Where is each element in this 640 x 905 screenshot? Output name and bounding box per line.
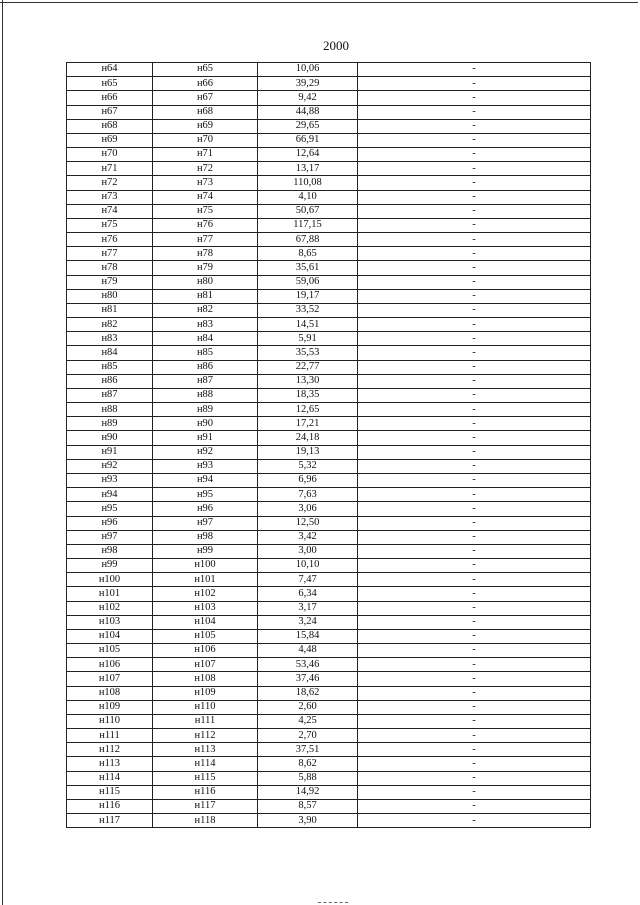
from-point-cell: н74 xyxy=(67,204,153,218)
table-row xyxy=(67,714,591,728)
to-point-cell: н89 xyxy=(153,403,258,417)
left-border-line xyxy=(2,0,3,905)
table-body xyxy=(67,63,591,828)
from-point-cell: н73 xyxy=(67,190,153,204)
table-row xyxy=(67,176,591,190)
note-cell: - xyxy=(358,360,591,374)
note-cell: - xyxy=(358,473,591,487)
to-point-cell: н112 xyxy=(153,729,258,743)
length-cell: 44,88 xyxy=(258,105,358,119)
table-row xyxy=(67,133,591,147)
table-row xyxy=(67,374,591,388)
table-row xyxy=(67,119,591,133)
to-point-cell: н92 xyxy=(153,445,258,459)
length-cell: 35,53 xyxy=(258,346,358,360)
note-cell: - xyxy=(358,388,591,402)
length-cell: 12,64 xyxy=(258,148,358,162)
from-point-cell: н93 xyxy=(67,473,153,487)
note-cell: - xyxy=(358,714,591,728)
table-row xyxy=(67,672,591,686)
note-cell: - xyxy=(358,332,591,346)
to-point-cell: н101 xyxy=(153,573,258,587)
from-point-cell: н92 xyxy=(67,459,153,473)
length-cell: 18,62 xyxy=(258,686,358,700)
length-cell: 4,25 xyxy=(258,714,358,728)
to-point-cell: н74 xyxy=(153,190,258,204)
to-point-cell: н108 xyxy=(153,672,258,686)
from-point-cell: н114 xyxy=(67,771,153,785)
to-point-cell: н95 xyxy=(153,488,258,502)
to-point-cell: н81 xyxy=(153,289,258,303)
to-point-cell: н83 xyxy=(153,318,258,332)
to-point-cell: н99 xyxy=(153,544,258,558)
note-cell: - xyxy=(358,502,591,516)
note-cell: - xyxy=(358,700,591,714)
length-cell: 7,63 xyxy=(258,488,358,502)
to-point-cell: н70 xyxy=(153,133,258,147)
length-cell: 4,10 xyxy=(258,190,358,204)
to-point-cell: н116 xyxy=(153,785,258,799)
from-point-cell: н70 xyxy=(67,148,153,162)
to-point-cell: н79 xyxy=(153,261,258,275)
note-cell: - xyxy=(358,176,591,190)
from-point-cell: н65 xyxy=(67,77,153,91)
from-point-cell: н79 xyxy=(67,275,153,289)
table-row xyxy=(67,814,591,828)
from-point-cell: н84 xyxy=(67,346,153,360)
note-cell: - xyxy=(358,190,591,204)
table-row xyxy=(67,587,591,601)
from-point-cell: н95 xyxy=(67,502,153,516)
to-point-cell: н104 xyxy=(153,615,258,629)
note-cell: - xyxy=(358,289,591,303)
length-cell: 19,13 xyxy=(258,445,358,459)
length-cell: 7,47 xyxy=(258,573,358,587)
to-point-cell: н88 xyxy=(153,388,258,402)
table-row xyxy=(67,445,591,459)
note-cell: - xyxy=(358,601,591,615)
note-cell: - xyxy=(358,757,591,771)
length-cell: 5,88 xyxy=(258,771,358,785)
table-row xyxy=(67,785,591,799)
note-cell: - xyxy=(358,77,591,91)
to-point-cell: н77 xyxy=(153,233,258,247)
note-cell: - xyxy=(358,105,591,119)
to-point-cell: н117 xyxy=(153,799,258,813)
to-point-cell: н67 xyxy=(153,91,258,105)
length-cell: 39,29 xyxy=(258,77,358,91)
coordinates-table xyxy=(66,62,591,828)
note-cell: - xyxy=(358,247,591,261)
length-cell: 13,30 xyxy=(258,374,358,388)
length-cell: 10,10 xyxy=(258,559,358,573)
top-border-line xyxy=(0,2,638,3)
from-point-cell: н104 xyxy=(67,629,153,643)
length-cell: 29,65 xyxy=(258,119,358,133)
to-point-cell: н103 xyxy=(153,601,258,615)
to-point-cell: н73 xyxy=(153,176,258,190)
to-point-cell: н96 xyxy=(153,502,258,516)
note-cell: - xyxy=(358,587,591,601)
from-point-cell: н117 xyxy=(67,814,153,828)
table-row xyxy=(67,303,591,317)
table-row xyxy=(67,204,591,218)
note-cell: - xyxy=(358,346,591,360)
to-point-cell: н75 xyxy=(153,204,258,218)
length-cell: 3,06 xyxy=(258,502,358,516)
from-point-cell: н71 xyxy=(67,162,153,176)
length-cell: 4,48 xyxy=(258,644,358,658)
table-row xyxy=(67,743,591,757)
length-cell: 5,91 xyxy=(258,332,358,346)
length-cell: 9,42 xyxy=(258,91,358,105)
to-point-cell: н87 xyxy=(153,374,258,388)
table-row xyxy=(67,658,591,672)
from-point-cell: н105 xyxy=(67,644,153,658)
table-row xyxy=(67,629,591,643)
from-point-cell: н103 xyxy=(67,615,153,629)
length-cell: 37,51 xyxy=(258,743,358,757)
note-cell: - xyxy=(358,403,591,417)
note-cell: - xyxy=(358,743,591,757)
table-row xyxy=(67,757,591,771)
page-number: 2000 xyxy=(323,38,349,53)
table-row xyxy=(67,516,591,530)
table-row xyxy=(67,289,591,303)
from-point-cell: н102 xyxy=(67,601,153,615)
table-row xyxy=(67,346,591,360)
note-cell: - xyxy=(358,445,591,459)
note-cell: - xyxy=(358,644,591,658)
length-cell: 50,67 xyxy=(258,204,358,218)
length-cell: 2,70 xyxy=(258,729,358,743)
from-point-cell: н107 xyxy=(67,672,153,686)
to-point-cell: н110 xyxy=(153,700,258,714)
length-cell: 13,17 xyxy=(258,162,358,176)
length-cell: 6,34 xyxy=(258,587,358,601)
note-cell: - xyxy=(358,218,591,232)
to-point-cell: н84 xyxy=(153,332,258,346)
length-cell: 14,51 xyxy=(258,318,358,332)
length-cell: 22,77 xyxy=(258,360,358,374)
from-point-cell: н112 xyxy=(67,743,153,757)
table-row xyxy=(67,332,591,346)
table-row xyxy=(67,162,591,176)
from-point-cell: н64 xyxy=(67,63,153,77)
length-cell: 18,35 xyxy=(258,388,358,402)
note-cell: - xyxy=(358,162,591,176)
table-row xyxy=(67,771,591,785)
length-cell: 6,96 xyxy=(258,473,358,487)
note-cell: - xyxy=(358,119,591,133)
table-row xyxy=(67,388,591,402)
from-point-cell: н110 xyxy=(67,714,153,728)
length-cell: 3,24 xyxy=(258,615,358,629)
to-point-cell: н107 xyxy=(153,658,258,672)
note-cell: - xyxy=(358,303,591,317)
table-row xyxy=(67,601,591,615)
table-row xyxy=(67,431,591,445)
note-cell: - xyxy=(358,374,591,388)
note-cell: - xyxy=(358,431,591,445)
length-cell: 8,57 xyxy=(258,799,358,813)
length-cell: 3,00 xyxy=(258,544,358,558)
length-cell: 35,61 xyxy=(258,261,358,275)
to-point-cell: н72 xyxy=(153,162,258,176)
table-row xyxy=(67,700,591,714)
table-row xyxy=(67,615,591,629)
to-point-cell: н111 xyxy=(153,714,258,728)
from-point-cell: н80 xyxy=(67,289,153,303)
note-cell: - xyxy=(358,814,591,828)
note-cell: - xyxy=(358,63,591,77)
table-row xyxy=(67,502,591,516)
length-cell: 117,15 xyxy=(258,218,358,232)
to-point-cell: н118 xyxy=(153,814,258,828)
note-cell: - xyxy=(358,672,591,686)
note-cell: - xyxy=(358,771,591,785)
length-cell: 59,06 xyxy=(258,275,358,289)
note-cell: - xyxy=(358,261,591,275)
from-point-cell: н75 xyxy=(67,218,153,232)
table-row xyxy=(67,218,591,232)
from-point-cell: н94 xyxy=(67,488,153,502)
from-point-cell: н116 xyxy=(67,799,153,813)
bottom-dash-mark xyxy=(318,902,348,903)
from-point-cell: н96 xyxy=(67,516,153,530)
from-point-cell: н89 xyxy=(67,417,153,431)
from-point-cell: н91 xyxy=(67,445,153,459)
from-point-cell: н101 xyxy=(67,587,153,601)
table-row xyxy=(67,91,591,105)
to-point-cell: н66 xyxy=(153,77,258,91)
to-point-cell: н94 xyxy=(153,473,258,487)
table-row xyxy=(67,318,591,332)
length-cell: 24,18 xyxy=(258,431,358,445)
to-point-cell: н90 xyxy=(153,417,258,431)
from-point-cell: н97 xyxy=(67,530,153,544)
note-cell: - xyxy=(358,516,591,530)
length-cell: 2,60 xyxy=(258,700,358,714)
from-point-cell: н108 xyxy=(67,686,153,700)
length-cell: 3,17 xyxy=(258,601,358,615)
table-row xyxy=(67,148,591,162)
length-cell: 33,52 xyxy=(258,303,358,317)
table-row xyxy=(67,105,591,119)
to-point-cell: н71 xyxy=(153,148,258,162)
to-point-cell: н78 xyxy=(153,247,258,261)
length-cell: 110,08 xyxy=(258,176,358,190)
table-row xyxy=(67,275,591,289)
from-point-cell: н109 xyxy=(67,700,153,714)
to-point-cell: н85 xyxy=(153,346,258,360)
from-point-cell: н111 xyxy=(67,729,153,743)
to-point-cell: н97 xyxy=(153,516,258,530)
table-row xyxy=(67,799,591,813)
from-point-cell: н98 xyxy=(67,544,153,558)
to-point-cell: н86 xyxy=(153,360,258,374)
from-point-cell: н88 xyxy=(67,403,153,417)
from-point-cell: н85 xyxy=(67,360,153,374)
note-cell: - xyxy=(358,686,591,700)
from-point-cell: н68 xyxy=(67,119,153,133)
length-cell: 10,06 xyxy=(258,63,358,77)
to-point-cell: н69 xyxy=(153,119,258,133)
table-row xyxy=(67,360,591,374)
table-row xyxy=(67,77,591,91)
note-cell: - xyxy=(358,488,591,502)
from-point-cell: н106 xyxy=(67,658,153,672)
note-cell: - xyxy=(358,530,591,544)
from-point-cell: н87 xyxy=(67,388,153,402)
note-cell: - xyxy=(358,573,591,587)
note-cell: - xyxy=(358,133,591,147)
table-row xyxy=(67,686,591,700)
note-cell: - xyxy=(358,559,591,573)
from-point-cell: н86 xyxy=(67,374,153,388)
table-row xyxy=(67,417,591,431)
to-point-cell: н109 xyxy=(153,686,258,700)
from-point-cell: н113 xyxy=(67,757,153,771)
table-row xyxy=(67,573,591,587)
length-cell: 8,65 xyxy=(258,247,358,261)
to-point-cell: н65 xyxy=(153,63,258,77)
length-cell: 12,50 xyxy=(258,516,358,530)
table-row xyxy=(67,261,591,275)
table-row xyxy=(67,473,591,487)
length-cell: 17,21 xyxy=(258,417,358,431)
to-point-cell: н91 xyxy=(153,431,258,445)
to-point-cell: н115 xyxy=(153,771,258,785)
note-cell: - xyxy=(358,148,591,162)
from-point-cell: н100 xyxy=(67,573,153,587)
note-cell: - xyxy=(358,459,591,473)
length-cell: 14,92 xyxy=(258,785,358,799)
note-cell: - xyxy=(358,275,591,289)
table-row xyxy=(67,488,591,502)
table-row xyxy=(67,644,591,658)
note-cell: - xyxy=(358,658,591,672)
to-point-cell: н80 xyxy=(153,275,258,289)
to-point-cell: н102 xyxy=(153,587,258,601)
to-point-cell: н82 xyxy=(153,303,258,317)
from-point-cell: н76 xyxy=(67,233,153,247)
note-cell: - xyxy=(358,629,591,643)
from-point-cell: н90 xyxy=(67,431,153,445)
from-point-cell: н82 xyxy=(67,318,153,332)
from-point-cell: н72 xyxy=(67,176,153,190)
table-row xyxy=(67,403,591,417)
table-row xyxy=(67,559,591,573)
from-point-cell: н67 xyxy=(67,105,153,119)
from-point-cell: н83 xyxy=(67,332,153,346)
to-point-cell: н98 xyxy=(153,530,258,544)
length-cell: 53,46 xyxy=(258,658,358,672)
from-point-cell: н78 xyxy=(67,261,153,275)
to-point-cell: н68 xyxy=(153,105,258,119)
to-point-cell: н93 xyxy=(153,459,258,473)
note-cell: - xyxy=(358,233,591,247)
table-row xyxy=(67,247,591,261)
to-point-cell: н114 xyxy=(153,757,258,771)
to-point-cell: н76 xyxy=(153,218,258,232)
note-cell: - xyxy=(358,799,591,813)
from-point-cell: н66 xyxy=(67,91,153,105)
to-point-cell: н106 xyxy=(153,644,258,658)
note-cell: - xyxy=(358,417,591,431)
table-row xyxy=(67,530,591,544)
length-cell: 67,88 xyxy=(258,233,358,247)
table-row xyxy=(67,729,591,743)
note-cell: - xyxy=(358,204,591,218)
table-row xyxy=(67,190,591,204)
length-cell: 8,62 xyxy=(258,757,358,771)
length-cell: 3,42 xyxy=(258,530,358,544)
note-cell: - xyxy=(358,615,591,629)
table-row xyxy=(67,233,591,247)
table-row xyxy=(67,544,591,558)
length-cell: 37,46 xyxy=(258,672,358,686)
note-cell: - xyxy=(358,729,591,743)
to-point-cell: н105 xyxy=(153,629,258,643)
table-row xyxy=(67,63,591,77)
length-cell: 15,84 xyxy=(258,629,358,643)
from-point-cell: н81 xyxy=(67,303,153,317)
length-cell: 66,91 xyxy=(258,133,358,147)
to-point-cell: н100 xyxy=(153,559,258,573)
table-row xyxy=(67,459,591,473)
from-point-cell: н69 xyxy=(67,133,153,147)
from-point-cell: н77 xyxy=(67,247,153,261)
length-cell: 3,90 xyxy=(258,814,358,828)
note-cell: - xyxy=(358,785,591,799)
length-cell: 19,17 xyxy=(258,289,358,303)
note-cell: - xyxy=(358,318,591,332)
to-point-cell: н113 xyxy=(153,743,258,757)
note-cell: - xyxy=(358,544,591,558)
from-point-cell: н99 xyxy=(67,559,153,573)
length-cell: 5,32 xyxy=(258,459,358,473)
from-point-cell: н115 xyxy=(67,785,153,799)
length-cell: 12,65 xyxy=(258,403,358,417)
note-cell: - xyxy=(358,91,591,105)
